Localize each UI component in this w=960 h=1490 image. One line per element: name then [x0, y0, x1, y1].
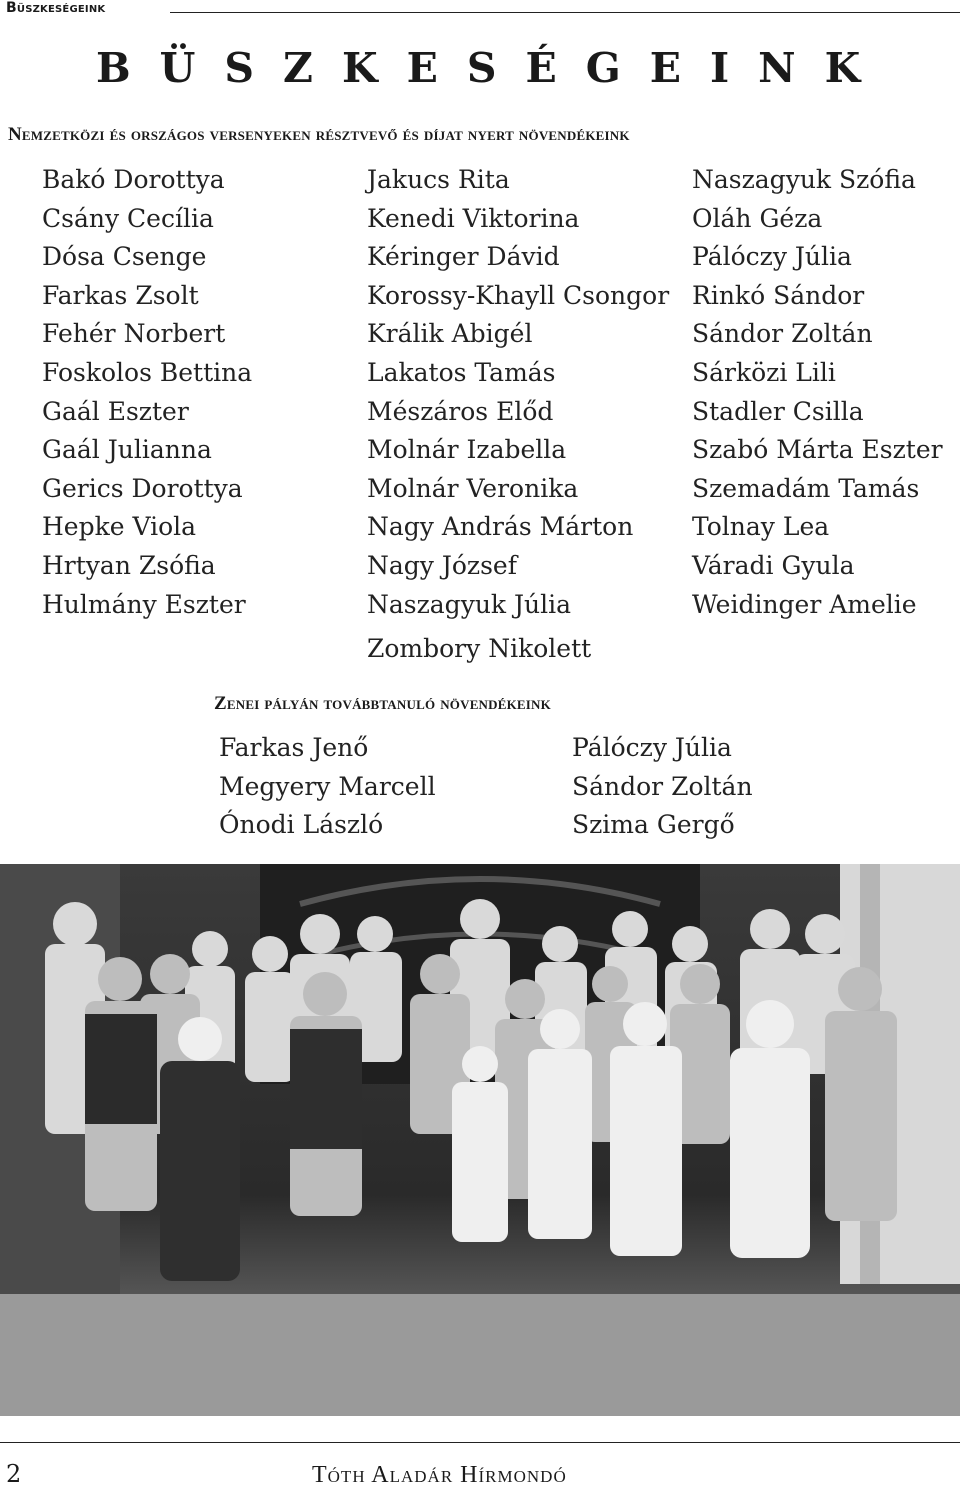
name-item: Szabó Márta Eszter [692, 435, 943, 465]
section-title-music-studies: Zenei pályán továbbtanuló növendékeink [214, 693, 551, 714]
name-item: Kenedi Viktorina [367, 203, 580, 233]
page-title: BÜSZKESÉGEINK [96, 44, 890, 92]
name-item: Nagy József [367, 550, 517, 580]
name-item: Sárközi Lili [692, 357, 836, 387]
name-item: Megyery Marcell [219, 771, 436, 801]
name-item: Foskolos Bettina [42, 357, 253, 387]
name-item: Váradi Gyula [692, 550, 855, 580]
name-item: Ónodi László [219, 810, 384, 840]
name-item: Lakatos Tamás [367, 357, 556, 387]
publication-title: Tóth Aladár Hírmondó [312, 1462, 567, 1488]
footer-rule [0, 1442, 960, 1443]
name-item: Naszagyuk Júlia [367, 589, 572, 619]
group-photo [0, 864, 960, 1416]
running-head: Büszkeségeink [6, 0, 106, 16]
name-item: Hulmány Eszter [42, 589, 246, 619]
group-photo-illustration [0, 864, 960, 1416]
name-item: Pálóczy Júlia [692, 242, 852, 272]
name-item: Bakó Dorottya [42, 165, 225, 194]
name-item: Sándor Zoltán [572, 771, 753, 801]
names-column-2 [367, 161, 669, 669]
name-item: Hrtyan Zsófia [42, 550, 216, 580]
name-item: Szemadám Tamás [692, 473, 920, 503]
section-title-competitions: Nemzetközi és országos versenyeken résztvevő és díjat nyert növendékeink [8, 124, 630, 145]
names-column-3 [692, 161, 943, 624]
page-number: 2 [6, 1460, 22, 1488]
name-item: Hepke Viola [42, 512, 197, 542]
header-rule [170, 12, 960, 13]
name-item: Stadler Csilla [692, 396, 864, 426]
name-item: Szima Gergő [572, 810, 735, 840]
name-item: Jakucs Rita [367, 165, 510, 194]
name-item: Rinkó Sándor [692, 280, 865, 310]
name-item: Fehér Norbert [42, 319, 226, 349]
name-item: Molnár Izabella [367, 435, 567, 465]
name-item: Mészáros Előd [367, 396, 554, 426]
name-item: Farkas Zsolt [42, 280, 199, 310]
music-names-column-1 [219, 729, 436, 845]
name-item: Dósa Csenge [42, 242, 207, 272]
name-item: Farkas Jenő [219, 733, 369, 762]
name-item: Gaál Julianna [42, 435, 212, 465]
name-item: Oláh Géza [692, 203, 823, 233]
name-item: Molnár Veronika [367, 473, 579, 503]
name-item: Králik Abigél [367, 319, 533, 349]
name-item: Kéringer Dávid [367, 242, 560, 272]
name-item: Sándor Zoltán [692, 319, 873, 349]
name-item: Weidinger Amelie [692, 589, 917, 619]
name-item: Naszagyuk Szófia [692, 165, 916, 194]
music-names-column-2 [572, 729, 753, 845]
name-item: Gerics Dorottya [42, 473, 243, 503]
name-item: Zombory Nikolett [367, 634, 592, 664]
name-item: Nagy András Márton [367, 512, 634, 542]
names-column-1 [42, 161, 252, 624]
name-item: Tolnay Lea [692, 512, 830, 542]
name-item: Pálóczy Júlia [572, 733, 732, 762]
name-item: Korossy-Khayll Csongor [367, 280, 670, 310]
name-item: Gaál Eszter [42, 396, 189, 426]
name-item: Csány Cecília [42, 203, 214, 233]
